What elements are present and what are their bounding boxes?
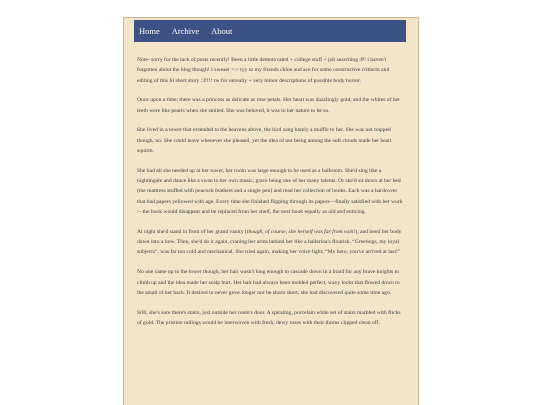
post-paragraph: She lived in a tower that extended to the heavens above, the bird song barely a muffle to her. She was not trapped though, no. She could leave whenever she pleased, yet the idea of not being among the soft clouds made her heart squirm. bbox=[137, 127, 392, 155]
blog-page bbox=[123, 17, 419, 405]
post-paragraph: Once upon a time, there was a princess as delicate as rose petals. Her heart was dazzlingly gold, and the whites of her teeth were like pearls when she smiled. She was beloved, it was in her nature to be so. bbox=[137, 97, 400, 114]
nav-home-link[interactable]: Home bbox=[139, 26, 160, 36]
post-paragraph: She had all she needed up at her tower, her room was large enough to be used as a ballroom. She'd sing like a nightingale and dance like a swan to her own music, grace being one of her many talents. Or she'd sit down at her bed (the mattress stuffed with peacock feathers and a single pen) and read her collection of books. Each was a hardcover that had papers yellowed with age. Every time she finished flipping through its papers—finally satisfied with her work—the book would disappear and be replaced from her shelf, the next book equally as old and enticing. bbox=[137, 167, 403, 216]
post-italic-aside: though, of course, she herself was far from vain! bbox=[246, 228, 356, 235]
post-paragraph bbox=[137, 227, 404, 258]
post-content bbox=[137, 55, 404, 338]
top-navbar bbox=[134, 20, 406, 42]
nav-about-link[interactable]: About bbox=[211, 26, 233, 36]
post-text: ), and bend her body down into a bow. Then, she'd do it again, craning her arms behind her like a ballerina's flourish. “Greetings, my loyal subjects”, was far too cold and mechanical. She tried again, making her voice light; “My hero, you've arrived at last!” bbox=[137, 228, 402, 256]
nav-archive-link[interactable]: Archive bbox=[171, 26, 200, 36]
post-text: At night she'd stand in front of her grand vanity ( bbox=[137, 228, 247, 235]
post-paragraph: No one came up to the tower though, her hair wasn't long enough to cascade down in a braid for any brave knights to climb up and the idea made her scalp hurt. Her hair had always been molded perfect, wavy locks that flowed down to the small of her back. It desired to never grow longer nor be shorn short, she had discovered quite some time ago. bbox=[137, 269, 400, 296]
post-paragraph-note: Note- sorry for the lack of posts recently! Been a little demotovated + college stuff + job searching ;P! i haven't forgotten about the blog though! I sweaer >.> tyy to my friends chloe and ace for some constructive critiscm and editing of this lil short story :3!!!! tw for unrealiy + very minor descriptions of possible body horror. bbox=[137, 57, 390, 84]
post-paragraph: Still, she's sure there's stairs, just outside her room's door. A spiraling, porcelain white set of stairs marbled with flicks of gold. The pristine railings would be interwoven with fresh, dewy roses with their thorns clipped clean off. bbox=[137, 309, 401, 326]
